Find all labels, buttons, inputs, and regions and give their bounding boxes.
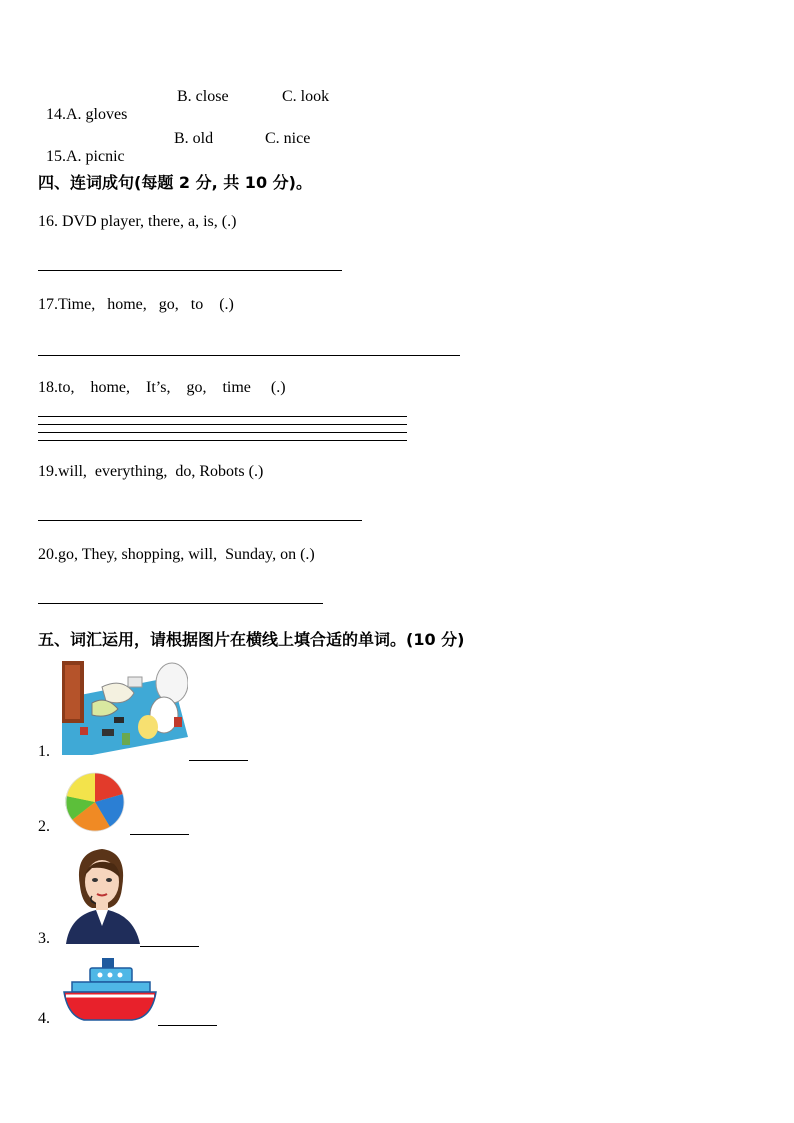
ship-picture — [62, 958, 158, 1024]
question-number: 19 — [38, 463, 54, 480]
answer-blank-3[interactable] — [140, 946, 199, 947]
item-4-number: 4. — [38, 1010, 50, 1027]
question-text: .go, They, shopping, will, Sunday, on (.) — [54, 546, 315, 563]
question-19 — [38, 463, 263, 481]
item-3-number: 3. — [38, 930, 50, 947]
question-number: 16 — [38, 213, 54, 230]
section-4-heading: 四、连词成句(每题 2 分, 共 10 分)。 — [38, 173, 312, 192]
question-16 — [38, 213, 236, 231]
answer-line-18a[interactable] — [38, 416, 407, 417]
question-number: 20 — [38, 546, 54, 563]
answer-line-18b[interactable] — [38, 424, 407, 425]
question-text: .will, everything, do, Robots (.) — [54, 463, 264, 480]
question-15 — [38, 130, 125, 166]
messy-room-picture — [62, 657, 188, 755]
woman-with-headset-picture — [62, 846, 142, 944]
option-a: A. picnic — [66, 148, 125, 165]
answer-blank-1[interactable] — [189, 760, 248, 761]
question-text: .Time, home, go, to (.) — [54, 296, 234, 313]
question-14-option-c: C. look — [282, 88, 330, 105]
answer-line-18c[interactable] — [38, 432, 407, 433]
question-17 — [38, 296, 234, 314]
question-15-number: 15. — [46, 148, 66, 165]
question-text: . DVD player, there, a, is, (.) — [54, 213, 237, 230]
item-2-number: 2. — [38, 818, 50, 835]
answer-blank-4[interactable] — [158, 1025, 217, 1026]
question-number: 17 — [38, 296, 54, 313]
answer-blank-2[interactable] — [130, 834, 189, 835]
question-14-number: 14. — [46, 106, 66, 123]
beach-ball-picture — [62, 772, 128, 832]
option-a: A. gloves — [66, 106, 128, 123]
answer-line-20[interactable] — [38, 603, 323, 604]
answer-line-17[interactable] — [38, 355, 460, 356]
question-14 — [38, 88, 127, 124]
answer-line-19[interactable] — [38, 520, 362, 521]
item-1-number: 1. — [38, 743, 50, 760]
answer-line-16[interactable] — [38, 270, 342, 271]
question-number: 18 — [38, 379, 54, 396]
question-18 — [38, 379, 286, 397]
section-5-heading: 五、词汇运用，请根据图片在横线上填合适的单词。(10 分) — [38, 630, 465, 649]
question-text: .to, home, It’s, go, time (.) — [54, 379, 286, 396]
question-14-option-b: B. close — [177, 88, 229, 105]
answer-line-18d[interactable] — [38, 440, 407, 441]
question-15-option-c: C. nice — [265, 130, 311, 147]
question-20 — [38, 546, 315, 564]
question-15-option-b: B. old — [174, 130, 214, 147]
